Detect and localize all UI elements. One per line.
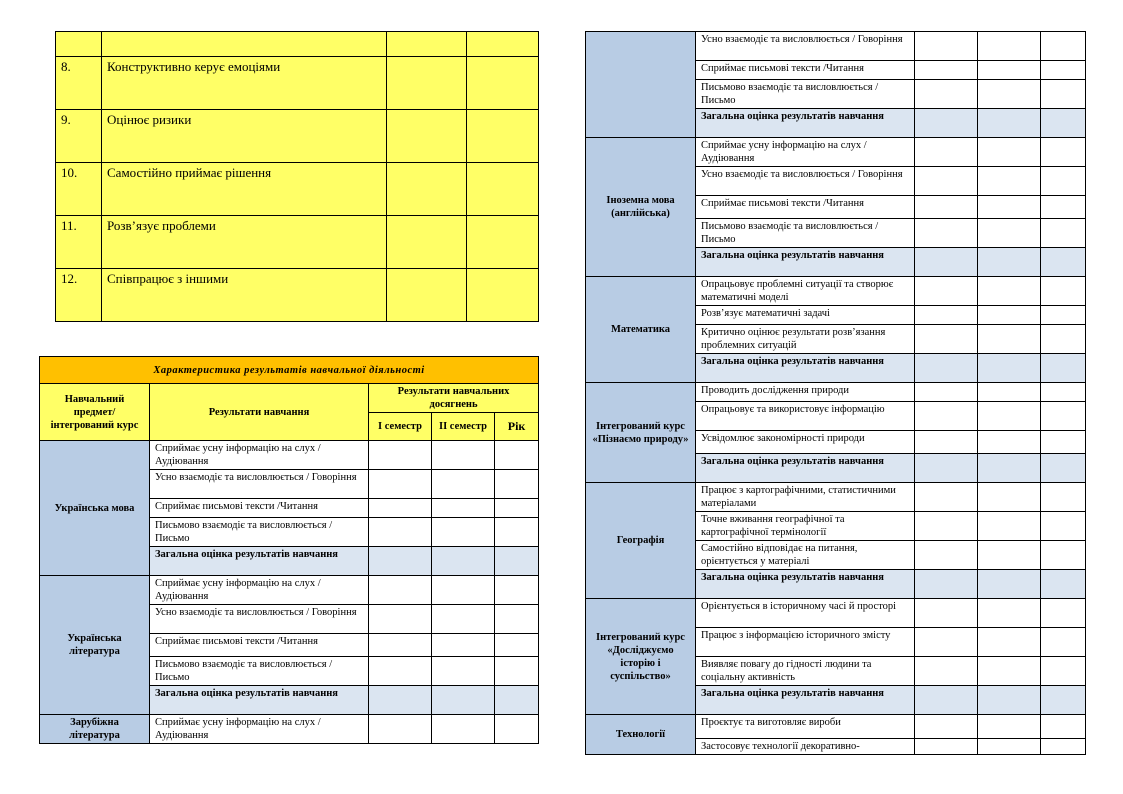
year-grade-cell[interactable] (495, 715, 539, 744)
subject-name: Технології (586, 715, 696, 755)
subject-name: Зарубіжна література (40, 715, 150, 744)
total-label: Загальна оцінка результатів навчання (696, 354, 915, 383)
year-grade-cell[interactable] (1041, 715, 1086, 739)
semester2-grade-cell[interactable] (978, 541, 1041, 570)
semester1-grade-cell[interactable] (369, 470, 432, 499)
year-grade-cell[interactable] (495, 499, 539, 518)
result-row (586, 32, 1086, 61)
criteria-mark-cell[interactable] (387, 163, 467, 216)
result-text: Виявляє повагу до гідності людини та соціальну активність (696, 657, 915, 686)
total-label: Загальна оцінка результатів навчання (150, 547, 369, 576)
result-row (586, 483, 1086, 512)
semester2-grade-cell[interactable] (978, 109, 1041, 138)
result-text: Усвідомлює закономірності природи (696, 431, 915, 454)
semester2-grade-cell[interactable] (978, 248, 1041, 277)
semester1-grade-cell[interactable] (369, 499, 432, 518)
subject-name: Українська література (40, 576, 150, 715)
criteria-number: 12. (56, 269, 102, 322)
criteria-row (56, 57, 539, 110)
year-grade-cell[interactable] (495, 441, 539, 470)
result-text: Самостійно відповідає на питання, орієнтується у матеріалі (696, 541, 915, 570)
semester1-grade-cell[interactable] (915, 599, 978, 628)
semester1-grade-cell[interactable] (915, 657, 978, 686)
result-row (586, 599, 1086, 628)
semester2-grade-cell[interactable] (432, 576, 495, 605)
year-grade-cell[interactable] (1041, 686, 1086, 715)
semester1-grade-cell[interactable] (915, 570, 978, 599)
subject-name (586, 32, 696, 138)
criteria-text (102, 32, 387, 57)
criteria-mark-cell[interactable] (387, 269, 467, 322)
semester1-grade-cell[interactable] (915, 306, 978, 325)
result-text: Сприймає письмові тексти /Читання (150, 499, 369, 518)
subject-name: Інтегрований курс «Пізнаємо природу» (586, 383, 696, 483)
year-grade-cell[interactable] (1041, 32, 1086, 61)
subject-name: Інтегрований курс «Досліджуємо історію і суспільство» (586, 599, 696, 715)
year-grade-cell[interactable] (495, 547, 539, 576)
year-grade-cell[interactable] (1041, 512, 1086, 541)
semester2-grade-cell[interactable] (978, 354, 1041, 383)
result-text: Сприймає усну інформацію на слух / Аудіювання (150, 441, 369, 470)
criteria-text: Конструктивно керує емоціями (102, 57, 387, 110)
achievements-header: Результати навчальних досягнень (369, 384, 539, 413)
semester1-grade-cell[interactable] (915, 686, 978, 715)
result-text: Письмово взаємодіє та висловлюється / Письмо (696, 80, 915, 109)
result-text: Опрацьовує та використовує інформацію (696, 402, 915, 431)
semester2-grade-cell[interactable] (978, 138, 1041, 167)
semester1-grade-cell[interactable] (369, 441, 432, 470)
result-text: Сприймає письмові тексти /Читання (696, 61, 915, 80)
semester1-grade-cell[interactable] (369, 657, 432, 686)
results-header: Результати навчання (150, 384, 369, 441)
year-grade-cell[interactable] (1041, 657, 1086, 686)
result-text: Усно взаємодіє та висловлюється / Говоріння (696, 167, 915, 196)
result-text: Сприймає усну інформацію на слух / Аудіювання (150, 715, 369, 744)
result-text: Застосовує технології декоративно- (696, 739, 915, 755)
criteria-table (55, 31, 539, 322)
semester2-grade-cell[interactable] (978, 306, 1041, 325)
criteria-text: Оцінює ризики (102, 110, 387, 163)
semester2-grade-cell[interactable] (978, 325, 1041, 354)
year-grade-cell[interactable] (1041, 196, 1086, 219)
semester1-grade-cell[interactable] (915, 402, 978, 431)
semester1-grade-cell[interactable] (915, 109, 978, 138)
semester1-grade-cell[interactable] (369, 715, 432, 744)
criteria-mark-cell[interactable] (467, 269, 539, 322)
criteria-row (56, 32, 539, 57)
result-row (40, 576, 539, 605)
semester2-grade-cell[interactable] (432, 499, 495, 518)
result-row (586, 715, 1086, 739)
result-text: Розв’язує математичні задачі (696, 306, 915, 325)
criteria-number: 9. (56, 110, 102, 163)
criteria-mark-cell[interactable] (387, 57, 467, 110)
criteria-number: 10. (56, 163, 102, 216)
criteria-mark-cell[interactable] (467, 57, 539, 110)
result-text: Сприймає усну інформацію на слух / Аудіювання (150, 576, 369, 605)
semester1-grade-cell[interactable] (369, 605, 432, 634)
year-grade-cell[interactable] (1041, 248, 1086, 277)
criteria-mark-cell[interactable] (387, 110, 467, 163)
semester1-grade-cell[interactable] (915, 80, 978, 109)
total-label: Загальна оцінка результатів навчання (696, 454, 915, 483)
criteria-text: Самостійно приймає рішення (102, 163, 387, 216)
year-grade-cell[interactable] (1041, 454, 1086, 483)
result-text: Письмово взаємодіє та висловлюється / Письмо (150, 518, 369, 547)
semester2-grade-cell[interactable] (432, 686, 495, 715)
semester1-grade-cell[interactable] (915, 167, 978, 196)
semester2-grade-cell[interactable] (432, 634, 495, 657)
criteria-row (56, 110, 539, 163)
year-grade-cell[interactable] (495, 657, 539, 686)
results-table-title: Характеристика результатів навчальної діяльності (40, 357, 539, 384)
criteria-number (56, 32, 102, 57)
result-text: Точне вживання географічної та картографічної термінології (696, 512, 915, 541)
total-label: Загальна оцінка результатів навчання (696, 570, 915, 599)
result-row (586, 138, 1086, 167)
criteria-mark-cell[interactable] (387, 216, 467, 269)
subject-header: Навчальний предмет/ інтегрований курс (40, 384, 150, 441)
criteria-number: 11. (56, 216, 102, 269)
subject-name: Математика (586, 277, 696, 383)
total-label: Загальна оцінка результатів навчання (696, 686, 915, 715)
semester1-grade-cell[interactable] (915, 715, 978, 739)
semester1-grade-cell[interactable] (915, 483, 978, 512)
semester2-grade-cell[interactable] (978, 80, 1041, 109)
semester2-grade-cell[interactable] (978, 196, 1041, 219)
year-grade-cell[interactable] (495, 470, 539, 499)
semester2-grade-cell[interactable] (432, 470, 495, 499)
year-grade-cell[interactable] (495, 576, 539, 605)
year-grade-cell[interactable] (1041, 402, 1086, 431)
semester2-grade-cell[interactable] (432, 715, 495, 744)
year-grade-cell[interactable] (495, 634, 539, 657)
result-text: Усно взаємодіє та висловлюється / Говоріння (150, 470, 369, 499)
semester2-grade-cell[interactable] (432, 518, 495, 547)
result-text: Письмово взаємодіє та висловлюється / Письмо (150, 657, 369, 686)
year-grade-cell[interactable] (1041, 306, 1086, 325)
semester1-grade-cell[interactable] (369, 634, 432, 657)
semester1-grade-cell[interactable] (915, 541, 978, 570)
semester1-grade-cell[interactable] (369, 547, 432, 576)
result-text: Усно взаємодіє та висловлюється / Говоріння (150, 605, 369, 634)
semester2-header: ІІ семестр (432, 413, 495, 441)
result-text: Письмово взаємодіє та висловлюється / Письмо (696, 219, 915, 248)
year-grade-cell[interactable] (495, 686, 539, 715)
semester2-grade-cell[interactable] (978, 32, 1041, 61)
semester1-grade-cell[interactable] (915, 248, 978, 277)
semester1-grade-cell[interactable] (915, 383, 978, 402)
year-grade-cell[interactable] (1041, 80, 1086, 109)
semester2-grade-cell[interactable] (978, 628, 1041, 657)
results-table-left (39, 356, 539, 744)
semester2-grade-cell[interactable] (432, 547, 495, 576)
result-text: Критично оцінює результати розв’язання проблемних ситуацій (696, 325, 915, 354)
result-row (586, 383, 1086, 402)
semester1-grade-cell[interactable] (915, 739, 978, 755)
semester2-grade-cell[interactable] (432, 605, 495, 634)
semester1-grade-cell[interactable] (915, 277, 978, 306)
year-grade-cell[interactable] (1041, 628, 1086, 657)
semester1-grade-cell[interactable] (915, 431, 978, 454)
criteria-mark-cell[interactable] (467, 32, 539, 57)
criteria-mark-cell[interactable] (387, 32, 467, 57)
semester2-grade-cell[interactable] (978, 167, 1041, 196)
criteria-mark-cell[interactable] (467, 110, 539, 163)
result-text: Сприймає письмові тексти /Читання (150, 634, 369, 657)
result-text: Усно взаємодіє та висловлюється / Говоріння (696, 32, 915, 61)
year-grade-cell[interactable] (1041, 739, 1086, 755)
year-grade-cell[interactable] (1041, 570, 1086, 599)
semester1-grade-cell[interactable] (369, 686, 432, 715)
semester1-grade-cell[interactable] (915, 32, 978, 61)
criteria-number: 8. (56, 57, 102, 110)
semester2-grade-cell[interactable] (978, 383, 1041, 402)
result-text: Сприймає усну інформацію на слух / Аудіювання (696, 138, 915, 167)
result-row (586, 277, 1086, 306)
semester2-grade-cell[interactable] (978, 61, 1041, 80)
semester2-grade-cell[interactable] (978, 512, 1041, 541)
year-header: Рік (495, 413, 539, 441)
semester1-grade-cell[interactable] (369, 518, 432, 547)
year-grade-cell[interactable] (1041, 219, 1086, 248)
year-grade-cell[interactable] (1041, 167, 1086, 196)
result-text: Працює з картографічними, статистичними матеріалами (696, 483, 915, 512)
semester1-grade-cell[interactable] (915, 354, 978, 383)
result-text: Проводить дослідження природи (696, 383, 915, 402)
semester2-grade-cell[interactable] (978, 715, 1041, 739)
semester1-grade-cell[interactable] (915, 138, 978, 167)
semester2-grade-cell[interactable] (978, 454, 1041, 483)
year-grade-cell[interactable] (495, 605, 539, 634)
year-grade-cell[interactable] (1041, 354, 1086, 383)
semester1-grade-cell[interactable] (915, 61, 978, 80)
total-label: Загальна оцінка результатів навчання (696, 109, 915, 138)
result-text: Опрацьовує проблемні ситуації та створює математичні моделі (696, 277, 915, 306)
result-text: Проєктує та виготовляє вироби (696, 715, 915, 739)
subject-name: Іноземна мова (англійська) (586, 138, 696, 277)
semester2-grade-cell[interactable] (978, 219, 1041, 248)
year-grade-cell[interactable] (1041, 325, 1086, 354)
year-grade-cell[interactable] (1041, 599, 1086, 628)
semester2-grade-cell[interactable] (432, 657, 495, 686)
year-grade-cell[interactable] (1041, 109, 1086, 138)
criteria-row (56, 269, 539, 322)
result-text: Орієнтується в історичному часі й просторі (696, 599, 915, 628)
semester1-header: І семестр (369, 413, 432, 441)
criteria-text: Співпрацює з іншими (102, 269, 387, 322)
year-grade-cell[interactable] (1041, 541, 1086, 570)
semester1-grade-cell[interactable] (369, 576, 432, 605)
criteria-mark-cell[interactable] (467, 163, 539, 216)
subject-name: Українська мова (40, 441, 150, 576)
semester2-grade-cell[interactable] (978, 686, 1041, 715)
criteria-text: Розв’язує проблеми (102, 216, 387, 269)
criteria-row (56, 163, 539, 216)
total-label: Загальна оцінка результатів навчання (696, 248, 915, 277)
year-grade-cell[interactable] (1041, 483, 1086, 512)
semester2-grade-cell[interactable] (978, 599, 1041, 628)
semester1-grade-cell[interactable] (915, 454, 978, 483)
result-row (40, 441, 539, 470)
semester2-grade-cell[interactable] (978, 431, 1041, 454)
result-text: Працює з інформацією історичного змісту (696, 628, 915, 657)
semester2-grade-cell[interactable] (978, 402, 1041, 431)
semester1-grade-cell[interactable] (915, 628, 978, 657)
year-grade-cell[interactable] (1041, 277, 1086, 306)
year-grade-cell[interactable] (1041, 383, 1086, 402)
semester2-grade-cell[interactable] (432, 441, 495, 470)
year-grade-cell[interactable] (1041, 61, 1086, 80)
criteria-mark-cell[interactable] (467, 216, 539, 269)
semester2-grade-cell[interactable] (978, 277, 1041, 306)
semester2-grade-cell[interactable] (978, 570, 1041, 599)
total-label: Загальна оцінка результатів навчання (150, 686, 369, 715)
result-text: Сприймає письмові тексти /Читання (696, 196, 915, 219)
semester1-grade-cell[interactable] (915, 325, 978, 354)
semester1-grade-cell[interactable] (915, 512, 978, 541)
year-grade-cell[interactable] (495, 518, 539, 547)
subject-name: Географія (586, 483, 696, 599)
year-grade-cell[interactable] (1041, 431, 1086, 454)
semester1-grade-cell[interactable] (915, 196, 978, 219)
semester2-grade-cell[interactable] (978, 483, 1041, 512)
semester1-grade-cell[interactable] (915, 219, 978, 248)
year-grade-cell[interactable] (1041, 138, 1086, 167)
semester2-grade-cell[interactable] (978, 739, 1041, 755)
results-table-right (585, 31, 1086, 755)
semester2-grade-cell[interactable] (978, 657, 1041, 686)
result-row (40, 715, 539, 744)
criteria-row (56, 216, 539, 269)
